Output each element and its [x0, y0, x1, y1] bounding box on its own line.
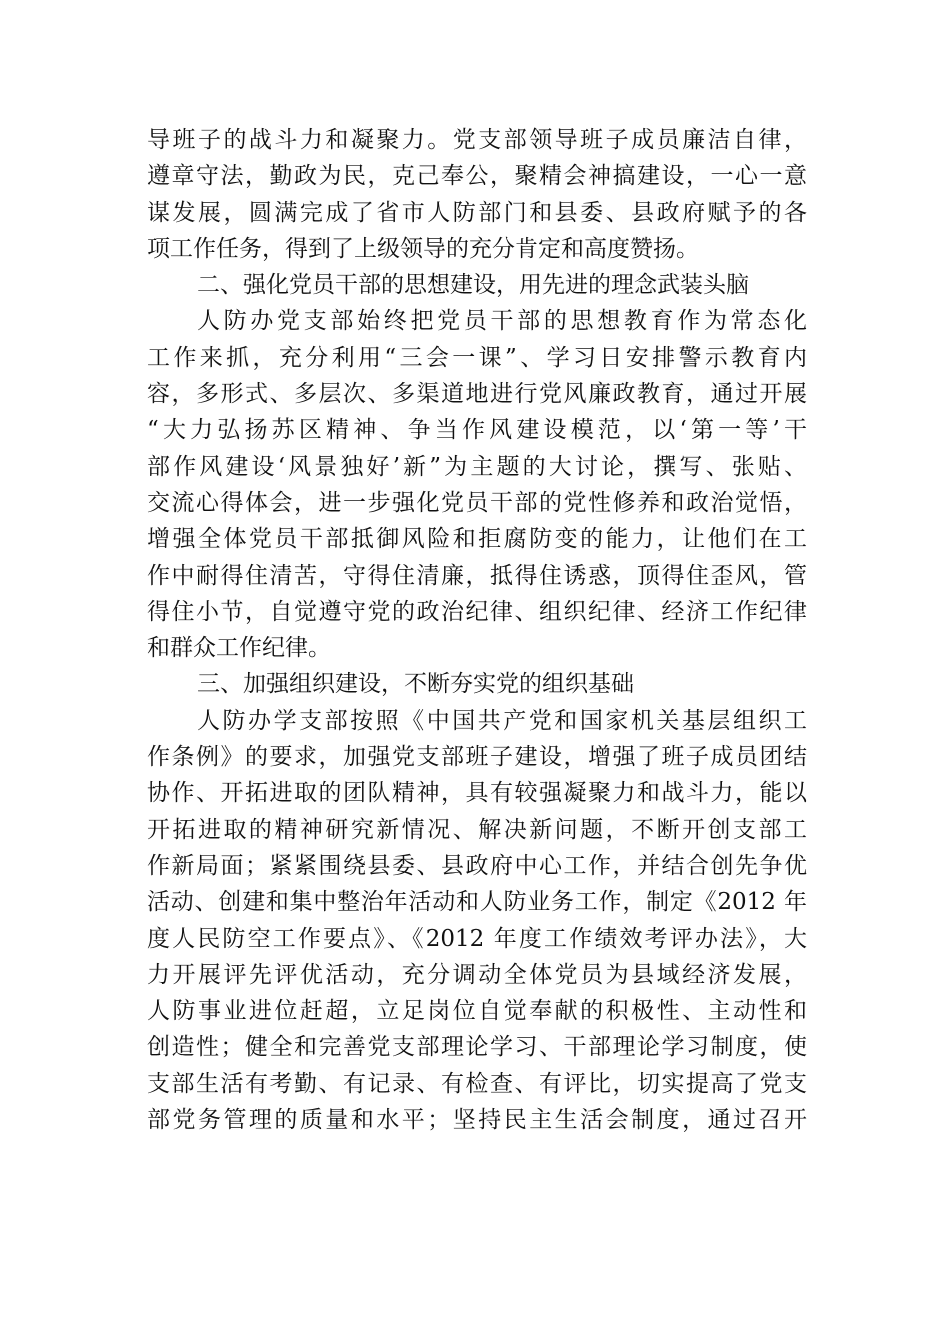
text-line: 作新局面；紧紧围绕县委、县政府中心工作，并结合创先争优	[147, 852, 807, 879]
text-line: 作中耐得住清苦，守得住清廉，抵得住诱惑，顶得住歪风，管	[147, 562, 807, 589]
text-line: 工作来抓，充分利用“三会一课”、学习日安排警示教育内	[147, 344, 807, 371]
text-line: 人防办党支部始终把党员干部的思想教育作为常态化	[197, 308, 807, 335]
section-heading: 三、加强组织建设，不断夯实党的组织基础	[197, 671, 634, 698]
text-line: 开拓进取的精神研究新情况、解决新问题，不断开创支部工	[147, 816, 807, 843]
text-line: 创造性；健全和完善党支部理论学习、干部理论学习制度，使	[147, 1034, 807, 1061]
text-line: 谋发展，圆满完成了省市人防部门和县委、县政府赋予的各	[147, 199, 807, 226]
paragraph-organization-building	[147, 703, 807, 1139]
text-line: 部作风建设‘风景独好’新”为主题的大讨论，撰写、张贴、	[147, 453, 807, 480]
text-line: 遵章守法，勤政为民，克己奉公，聚精会神搞建设，一心一意	[147, 163, 807, 190]
section-heading-organization	[147, 666, 807, 702]
text-line: 人防事业进位赶超，立足岗位自觉奉献的积极性、主动性和	[147, 998, 807, 1025]
text-line: 人防办学支部按照《中国共产党和国家机关基层组织工	[197, 707, 807, 734]
text-line: 得住小节，自觉遵守党的政治纪律、组织纪律、经济工作纪律	[147, 598, 807, 625]
text-line: 活动、创建和集中整治年活动和人防业务工作，制定《2012 年	[147, 889, 807, 916]
text-line: 协作、开拓进取的团队精神，具有较强凝聚力和战斗力，能以	[147, 780, 807, 807]
section-heading: 二、强化党员干部的思想建设，用先进的理念武装头脑	[197, 272, 749, 299]
text-line: 度人民防空工作要点》、《2012 年度工作绩效考评办法》，大	[147, 925, 807, 952]
text-line: 项工作任务，得到了上级领导的充分肯定和高度赞扬。	[147, 235, 699, 262]
text-line: 部党务管理的质量和水平；坚持民主生活会制度，通过召开	[147, 1107, 807, 1134]
text-line: 支部生活有考勤、有记录、有检查、有评比，切实提高了党支	[147, 1070, 807, 1097]
paragraph-thought-building	[147, 303, 807, 666]
text-line: 作条例》的要求，加强党支部班子建设，增强了班子成员团结	[147, 744, 807, 771]
text-line: 和群众工作纪律。	[147, 635, 331, 662]
text-line: 容，多形式、多层次、多渠道地进行党风廉政教育，通过开展	[147, 381, 807, 408]
text-line: 力开展评先评优活动，充分调动全体党员为县域经济发展，	[147, 961, 807, 988]
text-line: 导班子的战斗力和凝聚力。党支部领导班子成员廉洁自律，	[147, 127, 807, 153]
paragraph-continuation	[147, 122, 807, 267]
section-heading-thought	[147, 267, 807, 303]
text-line: 交流心得体会，进一步强化党员干部的党性修养和政治觉悟，	[147, 489, 807, 516]
text-line: 增强全体党员干部抵御风险和拒腐防变的能力，让他们在工	[147, 526, 807, 553]
text-line: “大力弘扬苏区精神、争当作风建设模范，以‘第一等’干	[147, 417, 807, 444]
document-page	[147, 122, 807, 1138]
